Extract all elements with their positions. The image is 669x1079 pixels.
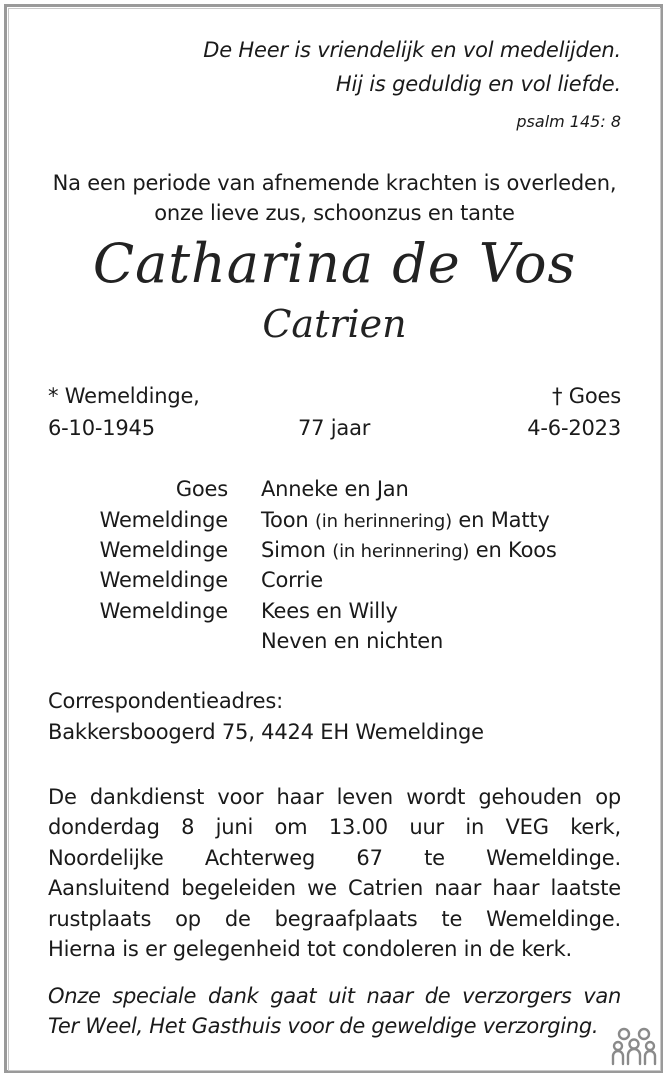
deceased-nickname: Catrien — [262, 302, 407, 346]
family-names-3: Simon (in herinnering) en Koos — [261, 538, 557, 562]
service-line: rustplaats op de begraafplaats te Wemeldinge. — [48, 906, 621, 931]
birth-place: * Wemeldinge, — [48, 384, 200, 408]
family-names-6: Neven en nichten — [261, 629, 444, 653]
family-place-3: Wemeldinge — [99, 538, 228, 562]
service-line: Aansluitend begeleiden we Catrien naar haar laatste — [48, 876, 621, 901]
service-line: Hierna is er gelegenheid tot condoleren in de kerk. — [48, 936, 573, 961]
service-line: donderdag 8 juni om 13.00 uur in VEG kerk, — [48, 815, 621, 840]
family-place-4: Wemeldinge — [99, 568, 228, 592]
family-names-2: Toon (in herinnering) en Matty — [261, 508, 550, 532]
intro-line-1: Na een periode van afnemende krachten is overleden, — [52, 171, 617, 195]
closing-line: Onze speciale dank gaat uit naar de verzorgers van — [48, 984, 621, 1008]
remembrance-note: (in herinnering) — [332, 541, 470, 562]
family-place-1: Goes — [175, 477, 228, 501]
family-place-2: Wemeldinge — [99, 508, 228, 532]
people-group-icon — [610, 1022, 658, 1068]
correspondence-label: Correspondentieadres: — [48, 689, 283, 713]
family-names-5: Kees en Willy — [261, 599, 398, 623]
remembrance-note: (in herinnering) — [314, 511, 452, 532]
death-place: † Goes — [552, 384, 621, 408]
deceased-name: Catharina de Vos — [92, 232, 577, 295]
family-names-1: Anneke en Jan — [261, 477, 409, 501]
service-line: De dankdienst voor haar leven wordt gehouden op — [48, 785, 621, 809]
death-date: 4-6-2023 — [527, 416, 621, 440]
psalm-reference: psalm 145: 8 — [516, 112, 621, 131]
birth-date: 6-10-1945 — [48, 416, 155, 440]
correspondence-address: Bakkersboogerd 75, 4424 EH Wemeldinge — [48, 720, 484, 744]
psalm-line-2: Hij is geduldig en vol liefde. — [335, 72, 621, 96]
service-line: Noordelijke Achterweg 67 te Wemeldinge. — [48, 845, 621, 870]
intro-line-2: onze lieve zus, schoonzus en tante — [154, 201, 515, 225]
service-paragraph — [48, 782, 621, 964]
family-place-5: Wemeldinge — [99, 599, 228, 623]
psalm-line-1: De Heer is vriendelijk en vol medelijden. — [203, 38, 621, 62]
family-names-4: Corrie — [261, 568, 323, 592]
closing-line: Ter Weel, Het Gasthuis voor de geweldige verzorging. — [48, 1014, 599, 1039]
age: 77 jaar — [298, 416, 371, 440]
closing-paragraph — [48, 981, 621, 1042]
